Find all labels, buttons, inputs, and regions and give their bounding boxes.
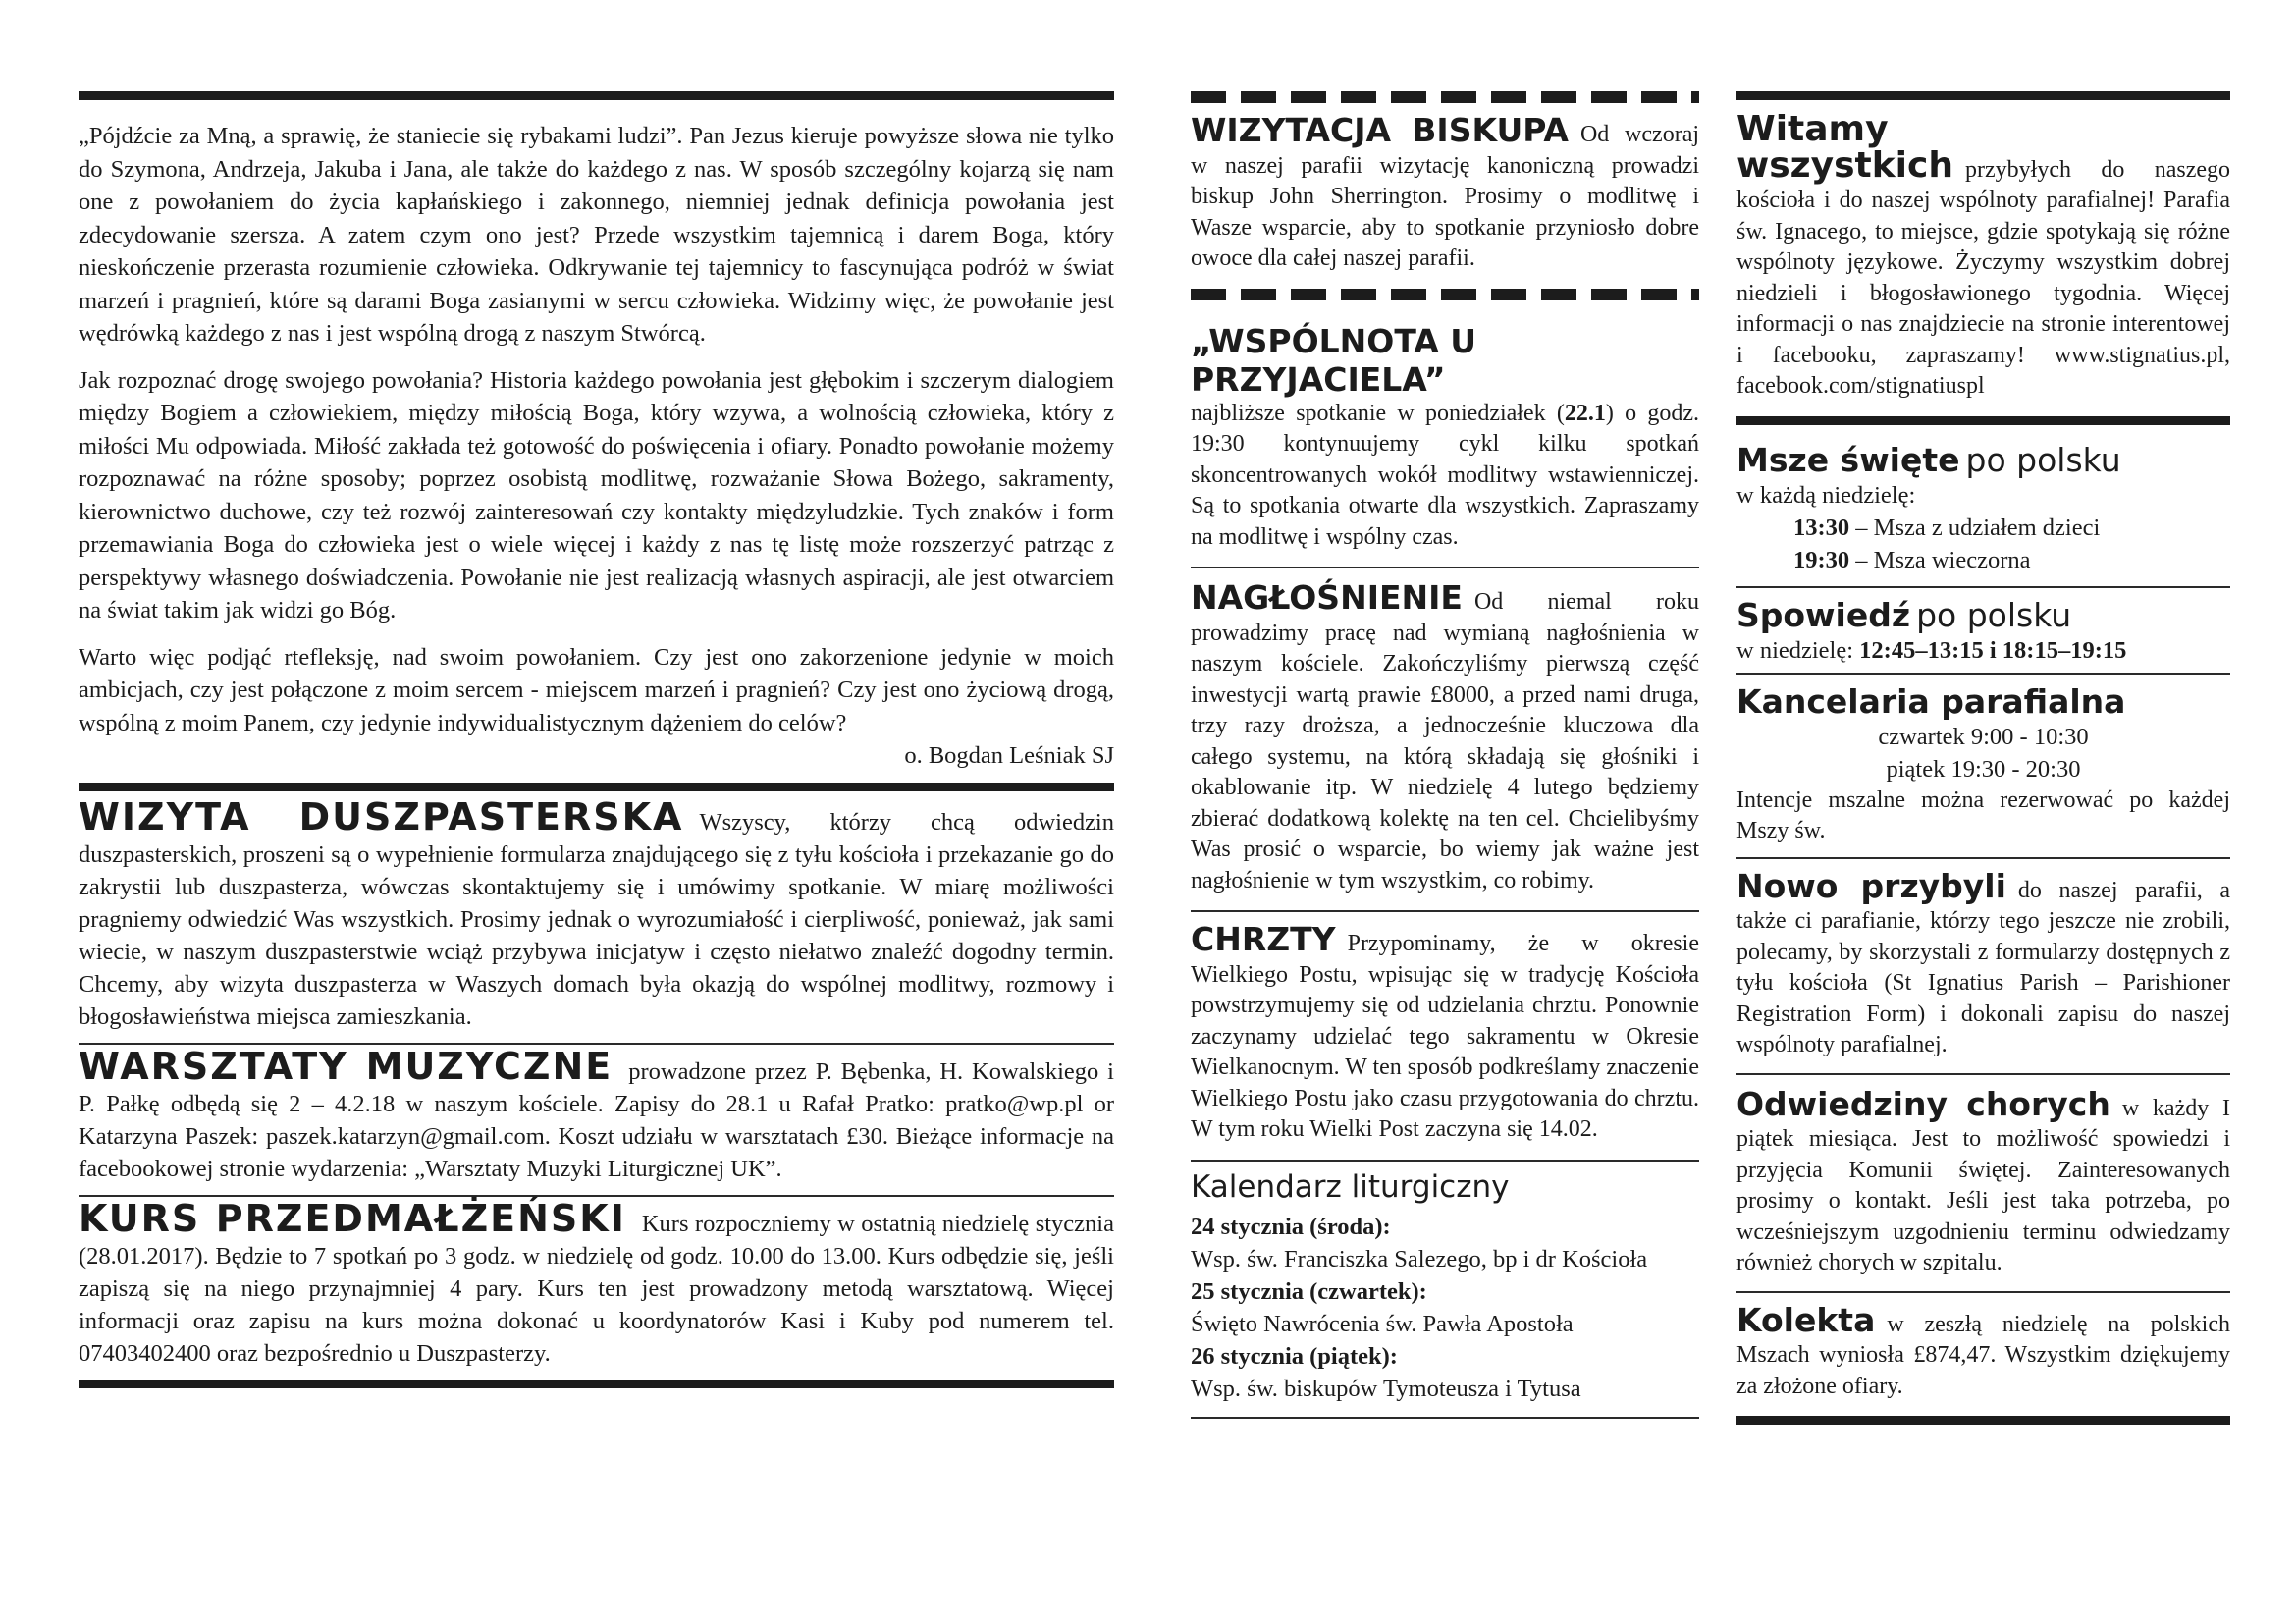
- section-rule: [1736, 416, 2230, 425]
- spowiedz-intro: w niedzielę:: [1736, 636, 1854, 664]
- kolekta-text: w zeszłą niedzielę na polskich Mszach wyniosła £874,47. Wszystkim dziękujemy za złożone ofiary.: [1736, 1311, 2230, 1399]
- section-warsztaty: [79, 1044, 1114, 1185]
- msze-item-text: – Msza wieczorna: [1855, 546, 2031, 573]
- kalendarz-entry-date: 26 stycznia (piątek):: [1191, 1342, 1398, 1370]
- nowo-text: do naszej parafii, a także ci parafianie, którzy tego jeszcze nie zrobili, polecamy, by skorzystali z formularzy dostępnych z tyłu kościoła (St Ignatius Parish – Parishioner Registration Form) i dokonali zapisu do naszej wspólnoty parafialnej.: [1736, 877, 2230, 1057]
- msze-item: [1736, 544, 2230, 576]
- column-left: [79, 0, 1114, 1388]
- section-spowiedz: [1736, 596, 2230, 667]
- section-divider: [1191, 567, 1699, 568]
- section-wizyta: [79, 794, 1114, 1033]
- chrzty-title: CHRZTY: [1191, 920, 1336, 958]
- section-msze: [1736, 441, 2230, 576]
- witamy-text: przybyłych do naszego kościoła i do naszej wspólnoty parafialnej! Parafia św. Ignacego, to miejsce, gdzie spotykają się różne wspólnoty językowe. Życzymy wszystkim dobrej niedzieli i błogosławionego tygodnia. Więcej informacji o nas znajdziecie na stronie interentowej i facebooku, zapraszamy! www.stignatius.pl, facebook.com/stignatiuspl: [1736, 156, 2230, 399]
- section-divider: [1736, 673, 2230, 675]
- section-naglosnienie: [1191, 578, 1699, 896]
- kurs-title: KURS PRZEDMAŁŻEŃSKI: [79, 1196, 626, 1240]
- msze-item-text: – Msza z udziałem dzieci: [1855, 514, 2101, 541]
- wizyta-title: WIZYTA DUSZPASTERSKA: [79, 794, 684, 839]
- kolekta-title: Kolekta: [1736, 1300, 1876, 1339]
- wspolnota-date: 22.1: [1564, 400, 1606, 426]
- reflection-paragraph-1: „Pójdźcie za Mną, a sprawię, że staniecie się rybakami ludzi”. Pan Jezus kieruje powyższe słowa nie tylko do Szymona, Andrzeja, Jakuba i Jana, ale także do każdego z nas. W sposób szczególny kojarzą się nam one z powołaniem do życia kapłańskiego i zakonnego, niemniej jednak definicja powołania jest zdecydowanie szersza. A zatem czym ono jest? Przede wszystkim tajemnicą i darem Boga, który nieskończenie przerasta rozumienie człowieka. Odkrywanie tej tajemnicy to fascynująca podróż w świat marzeń i pragnień, które są darami Boga zasianymi w sercu człowieka. Widzimy więc, że powołanie jest wędrówką każdego z nas i jest wspólną drogą z naszym Stwórcą.: [79, 123, 1114, 347]
- wizytacja-title: WIZYTACJA BISKUPA: [1191, 111, 1569, 149]
- section-wizytacja: [1191, 111, 1700, 275]
- msze-item: [1736, 512, 2230, 544]
- spowiedz-times: 12:45–13:15 i 18:15–19:15: [1859, 636, 2127, 664]
- kancelaria-title: Kancelaria parafialna: [1736, 681, 2126, 721]
- section-divider: [1736, 586, 2230, 588]
- spowiedz-title-suffix: po polsku: [1916, 595, 2072, 634]
- section-divider: [1736, 1073, 2230, 1075]
- nowo-title: Nowo przybyli: [1736, 866, 2006, 905]
- section-nowo: [1736, 866, 2230, 1061]
- dashed-rule: [1191, 91, 1699, 103]
- msze-title: Msze święte: [1736, 440, 1960, 479]
- msze-title-suffix: po polsku: [1965, 440, 2121, 479]
- kancelaria-text: Intencje mszalne można rezerwować po każdej Mszy św.: [1736, 786, 2230, 843]
- kalendarz-entry-text: Święto Nawrócenia św. Pawła Apostoła: [1191, 1310, 1574, 1337]
- wizytacja-text: Od wczoraj w naszej parafii wizytację kanoniczną prowadzi biskup John Sherrington. Prosimy o modlitwę i Wasze wsparcie, aby to spotkanie przyniosło dobre owoce dla całej naszej parafii.: [1191, 122, 1700, 271]
- section-kurs: [79, 1196, 1114, 1370]
- reflection-article: [79, 120, 1114, 773]
- section-divider: [1191, 910, 1699, 912]
- section-divider: [1191, 1160, 1699, 1162]
- section-kolekta: [1736, 1300, 2230, 1403]
- section-divider: [1191, 1417, 1699, 1419]
- msze-item-time: 19:30: [1793, 546, 1850, 573]
- kurs-text: Kurs rozpoczniemy w ostatnią niedzielę stycznia (28.01.2017). Będzie to 7 spotkań po 3 godz. w niedzielę od godz. 10.00 do 13.00. Kurs odbędzie się, jeśli zapiszą się na niego przynajmniej 4 pary. Kurs ten jest prowadzony metodą warsztatową. Więcej informacji oraz zapisu na kurs można dokonać u koordynatorów Kasi i Kuby pod numerem tel. 07403402400 oraz bezpośrednio u Duszpasterzy.: [79, 1210, 1114, 1367]
- kalendarz-entry: [1191, 1275, 1699, 1340]
- warsztaty-title: WARSZTATY MUZYCZNE: [79, 1044, 614, 1088]
- warsztaty-text: prowadzone przez P. Bębenka, H. Kowalskiego i P. Pałkę odbędą się 2 – 4.2.18 w naszym kościele. Zapisy do 28.1 u Rafał Pratko: pratko@wp.pl or Katarzyna Paszek: paszek.katarzyn@gmail.com. Koszt udziału w warsztatach £30. Bieżące informacje na facebookowej stronie wydarzenia: „Warsztaty Muzyki Liturgicznej UK”.: [79, 1057, 1114, 1182]
- section-divider: [1736, 857, 2230, 859]
- witamy-title: Witamy wszystkich: [1736, 109, 1953, 186]
- section-divider: [1736, 1291, 2230, 1293]
- naglosnienie-text: Od niemal roku prowadzimy pracę nad wymianą nagłośnienia w naszym kościele. Zakończyliśmy pierwszą część inwestycji wartą prawie £8000, a przed nami druga, trzy razy droższa, a jednocześnie kluczowa dla całego systemu, na którą składają się głośniki i okablowanie itp. W niedzielę 4 lutego będziemy zbierać dodatkową kolektę na ten cel. Chcielibyśmy Was prosić o wsparcie, bo wiemy jak ważne jest nagłośnienie w tym wszystkim, co robimy.: [1191, 589, 1699, 893]
- kancelaria-hours-2: piątek 19:30 - 20:30: [1886, 755, 2081, 783]
- kancelaria-hours-1: czwartek 9:00 - 10:30: [1878, 723, 2089, 750]
- section-odwiedziny: [1736, 1084, 2230, 1279]
- wspolnota-title: „WSPÓLNOTA U PRZYJACIELA”: [1191, 321, 1477, 399]
- reflection-paragraph-3: Warto więc podjąć rtefleksję, nad swoim powołaniem. Czy jest ono zakorzenione jedynie w moich ambicjach, czy jest połączone z moim sercem - miejscem marzeń i pragnień? Czy jest ono życiową drogą, wspólną z moim Panem, czy jedynie indywidualistycznym dążeniem do celów?: [79, 643, 1114, 736]
- section-chrzty: [1191, 920, 1699, 1146]
- section-witamy: [1736, 109, 2230, 403]
- msze-intro: w każdą niedzielę:: [1736, 481, 1916, 509]
- dashed-rule: [1191, 289, 1699, 300]
- section-rule: [79, 783, 1114, 791]
- naglosnienie-title: NAGŁOŚNIENIE: [1191, 578, 1463, 617]
- spowiedz-title: Spowiedź: [1736, 595, 1911, 634]
- column-right: [1736, 0, 2230, 1425]
- kalendarz-entry: [1191, 1340, 1699, 1405]
- bottom-rule: [79, 1380, 1114, 1388]
- wspolnota-text-end: ) o godz. 19:30 kontynuujemy cykl kilku spotkań skoncentrowanych wokół modlitwy wstawienniczej. Są to spotkania otwarte dla wszystkich. Zapraszamy na modlitwę i wspólny czas.: [1191, 400, 1699, 550]
- chrzty-text: Przypominamy, że w okresie Wielkiego Postu, wpisując się w tradycję Kościoła powstrzymujemy się od udzielania chrztu. Ponownie zaczynamy udzielać tego sakramentu w Okresie Wielkanocnym. W ten sposób podkreślamy znaczenie Wielkiego Postu jako czasu przygotowania do chrztu. W tym roku Wielki Post zaczyna się 14.02.: [1191, 931, 1699, 1142]
- reflection-paragraph-2: Jak rozpoznać drogę swojego powołania? Historia każdego powołania jest głębokim i szczerym dialogiem między Bogiem a człowiekiem, między miłością Boga, który wzywa, a wolnością człowieka, który z miłości Mu odpowiada. Miłość zakłada też gotowość do poświęcenia i ofiary. Ponadto powołanie możemy rozpoznawać na różne sposoby; poprzez osobistą modlitwę, rozważanie Słowa Bożego, sakramenty, kierownictwo duchowe, czy też rozwój zainteresowań czy kontakty międzyludzkie. Tych znaków i form przemawiania Boga do człowieka jest o wiele więcej i każdy z nas tę listę może rozszerzyć patrząc z perspektywy własnego doświadczenia. Powołanie nie jest realizacją własnych aspiracji, ale jest otwarciem na świat takim jak widzi go Bóg.: [79, 366, 1114, 623]
- top-rule: [79, 91, 1114, 100]
- section-wspolnota: [1191, 322, 1699, 554]
- kalendarz-entry-date: 25 stycznia (czwartek):: [1191, 1277, 1427, 1305]
- kalendarz-entry: [1191, 1211, 1699, 1275]
- bottom-rule: [1736, 1416, 2230, 1425]
- kalendarz-entry-text: Wsp. św. Franciszka Salezego, bp i dr Kościoła: [1191, 1245, 1648, 1272]
- wspolnota-text-start: najbliższe spotkanie w poniedziałek (: [1191, 400, 1565, 426]
- reflection-signature: o. Bogdan Leśniak SJ: [904, 742, 1114, 769]
- odwiedziny-text: w każdy I piątek miesiąca. Jest to możliwość spowiedzi i przyjęcia Komunii świętej. Zainteresowanych prosimy o kontakt. Jeśli jest taka potrzeba, po wcześniejszym uzgodnieniu terminu odwiedzamy również chorych w szpitalu.: [1736, 1095, 2230, 1275]
- kalendarz-entry-text: Wsp. św. biskupów Tymoteusza i Tytusa: [1191, 1375, 1581, 1402]
- section-kalendarz: [1191, 1169, 1699, 1405]
- kalendarz-title: Kalendarz liturgiczny: [1191, 1168, 1510, 1205]
- top-rule: [1736, 91, 2230, 100]
- odwiedziny-title: Odwiedziny chorych: [1736, 1084, 2110, 1123]
- wizyta-text: Wszyscy, którzy chcą odwiedzin duszpasterskich, proszeni są o wypełnienie formularza znajdującego się z tyłu kościoła i przekazanie go do zakrystii lub duszpasterza, wówczas skontaktujemy się i umówimy spotkanie. W miarę możliwości pragniemy odwiedzić Was wszystkich. Prosimy jednak o wyrozumiałość i cierpliwość, ponieważ, jak sami wiecie, w naszym duszpasterstwie wciąż przybywa inicjatyw i często niełatwo znaleźć dogodny termin. Chcemy, aby wizyta duszpasterza w Waszych domach była okazją do wspólnej modlitwy, rozmowy i błogosławieństwa miejsca zamieszkania.: [79, 808, 1114, 1030]
- msze-item-time: 13:30: [1793, 514, 1850, 541]
- kalendarz-entry-date: 24 stycznia (środa):: [1191, 1213, 1391, 1240]
- column-middle: [1191, 0, 1699, 1419]
- section-kancelaria: [1736, 682, 2230, 847]
